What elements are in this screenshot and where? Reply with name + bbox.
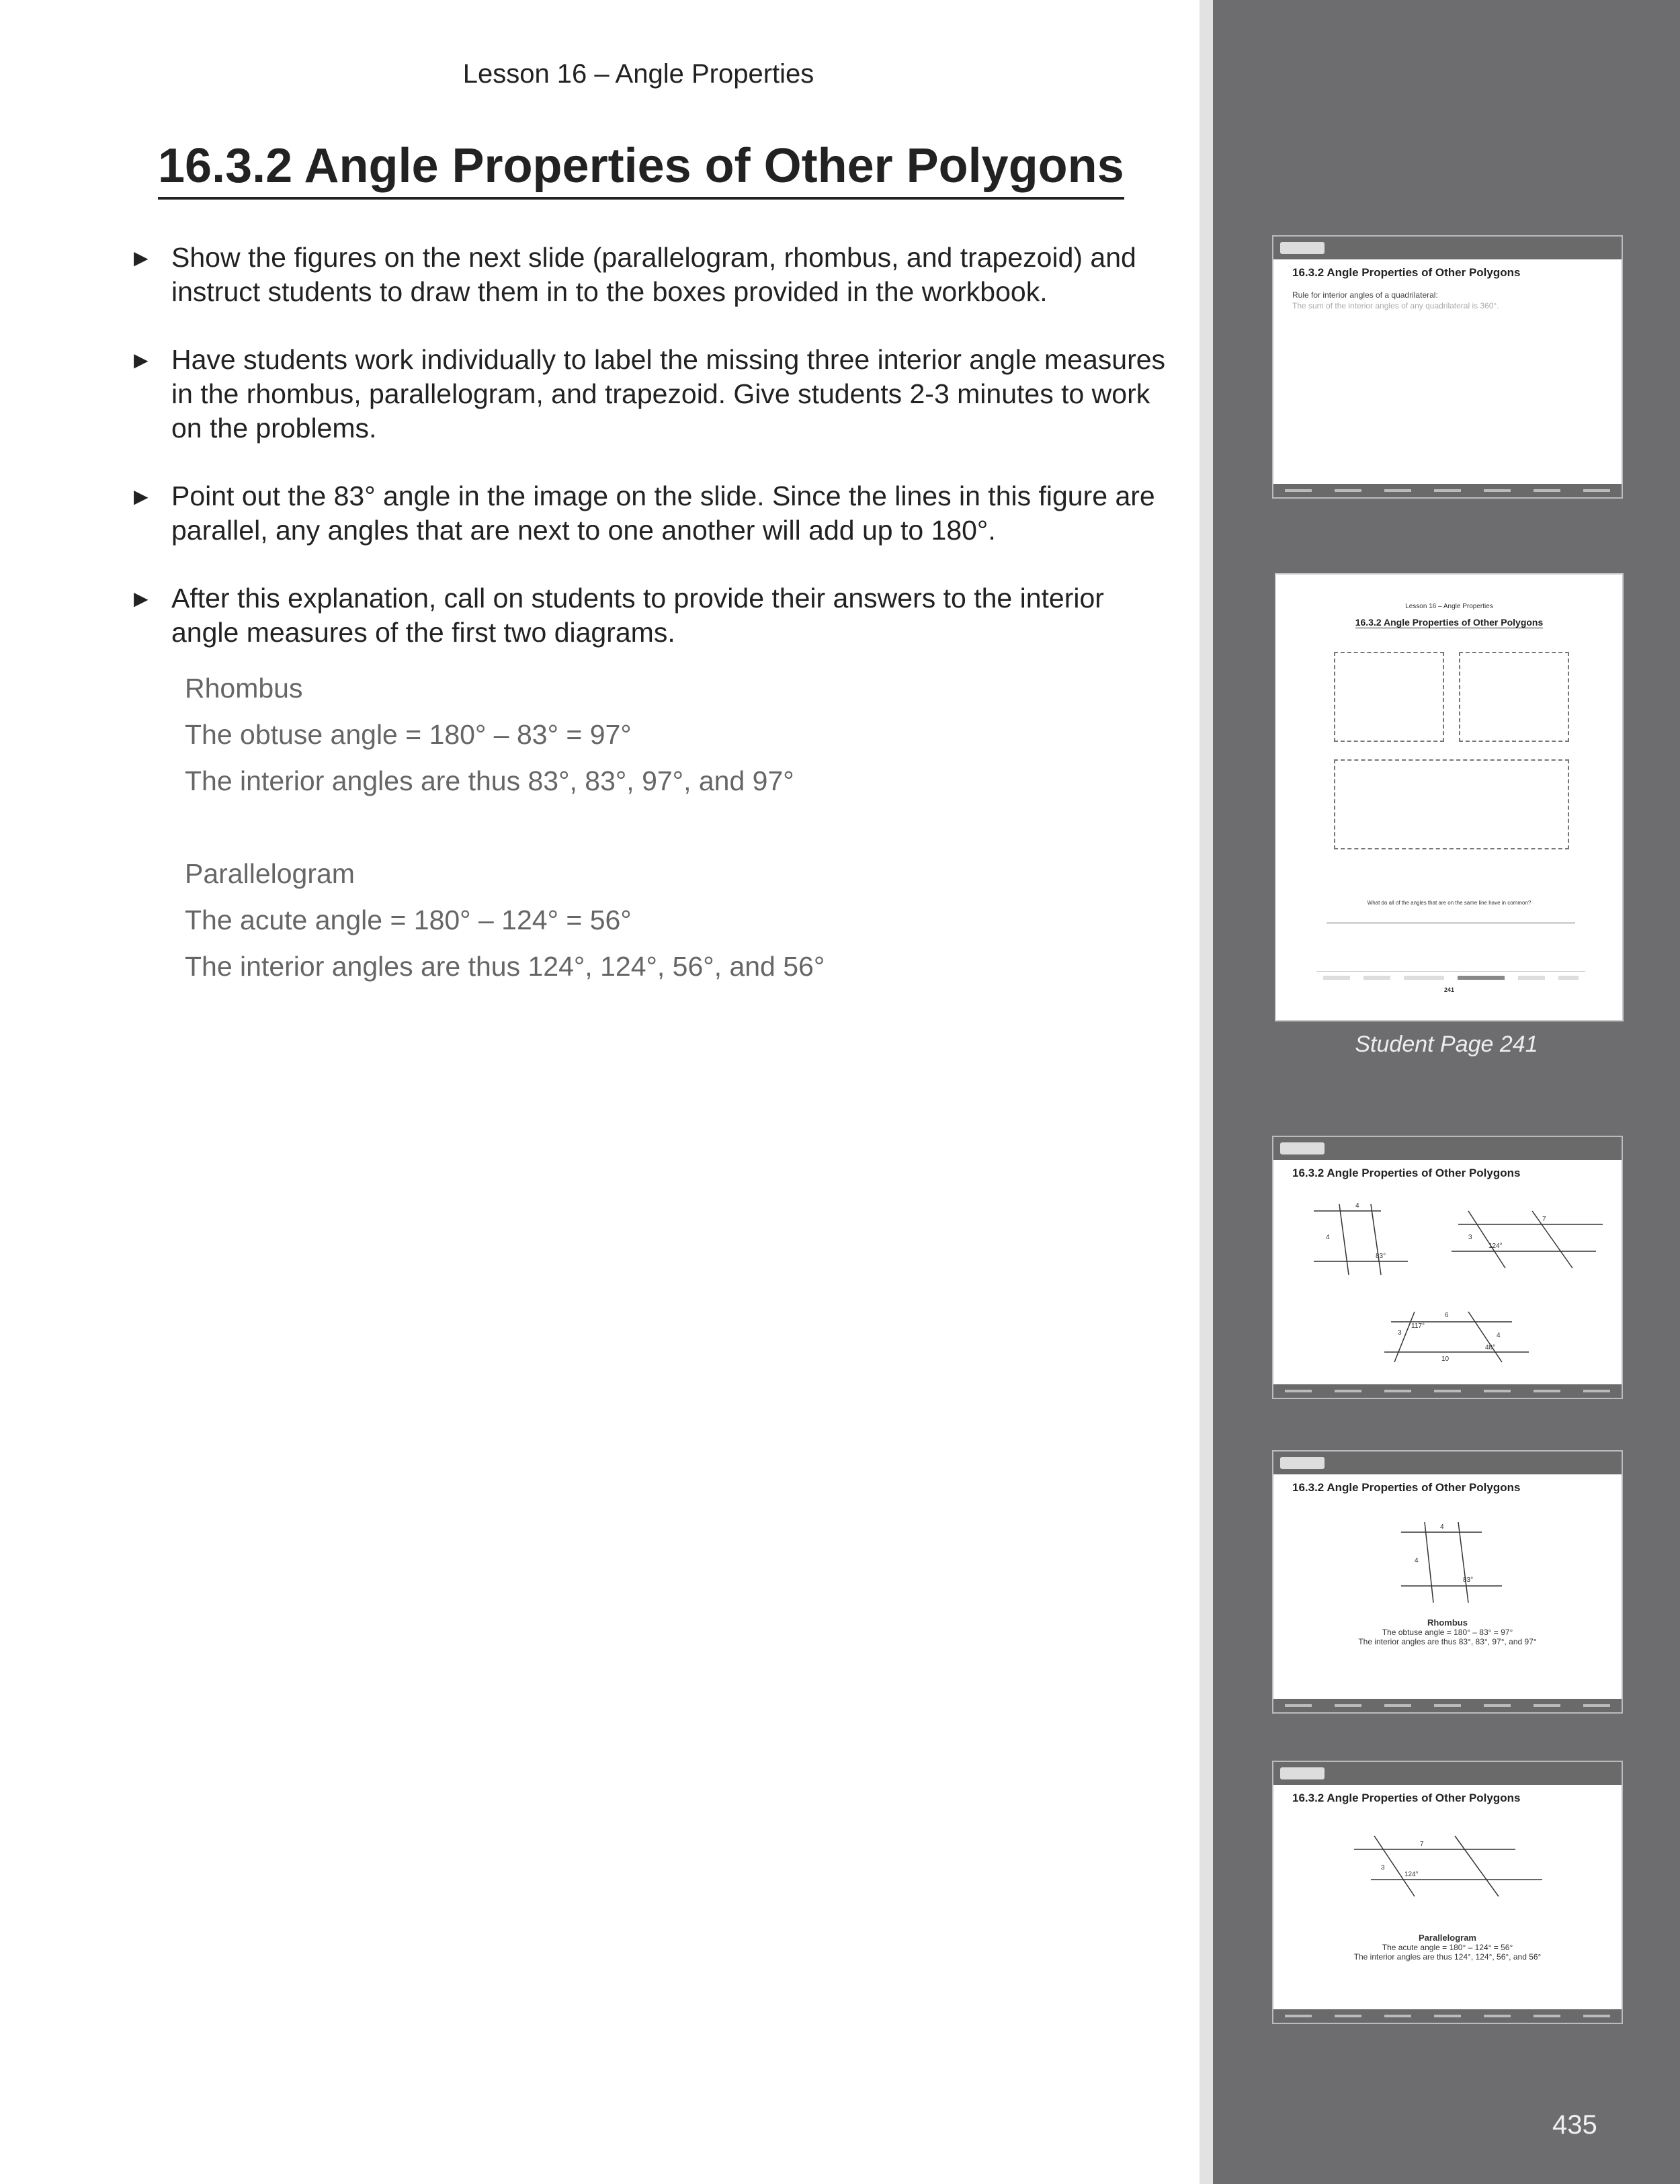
slide-title: 16.3.2 Angle Properties of Other Polygons	[1292, 1481, 1521, 1494]
workbook-nav	[1316, 971, 1585, 980]
slide-nav-bar	[1273, 1699, 1622, 1712]
slide-nav-bar	[1273, 2009, 1622, 2023]
slide-title: 16.3.2 Angle Properties of Other Polygons	[1292, 266, 1521, 279]
student-page-caption: Student Page 241	[1355, 1032, 1538, 1057]
label-a: 4	[1355, 1202, 1359, 1210]
rhombus-figure	[1273, 1505, 1622, 1613]
label-b: 4	[1415, 1557, 1419, 1564]
bullet-item	[131, 343, 1166, 446]
workbook-title: 16.3.2 Angle Properties of Other Polygons	[1355, 617, 1544, 628]
bullet-arrow-icon: ▶	[134, 247, 149, 268]
slide-header-bar	[1273, 1137, 1622, 1160]
drawing-box-1	[1334, 652, 1444, 742]
label-b: 4	[1326, 1234, 1330, 1241]
drawing-box-2	[1459, 652, 1569, 742]
slide-header-bar	[1273, 1452, 1622, 1474]
label-j: 4	[1497, 1332, 1501, 1339]
answer-block	[185, 665, 825, 990]
parallelogram-figure	[1273, 1816, 1622, 1923]
slide-heading: Rhombus	[1427, 1618, 1468, 1628]
bullet-item	[131, 241, 1166, 309]
parallelogram-line-1: The acute angle = 180° – 124° = 56°	[185, 905, 632, 935]
slide-title: 16.3.2 Angle Properties of Other Polygons	[1292, 1792, 1521, 1804]
brand-logo-icon	[1280, 1767, 1325, 1779]
slide-title: 16.3.2 Angle Properties of Other Polygons	[1292, 1167, 1521, 1179]
bullet-text: Have students work individually to label the missing three interior angle measures in the rhombus, parallelogram, and trapezoid. Give students 2-3 minutes to work on the problems.	[171, 344, 1166, 444]
brand-logo-icon	[1280, 242, 1325, 254]
slide-header-bar	[1273, 237, 1622, 259]
rhombus-heading: Rhombus	[185, 673, 303, 704]
bullet-list	[131, 241, 1166, 683]
slide-line-2: The interior angles are thus 124°, 124°, 56°, and 56°	[1353, 1952, 1542, 1962]
workbook-header: Lesson 16 – Angle Properties	[1405, 603, 1493, 610]
parallelogram-heading: Parallelogram	[185, 858, 355, 889]
bullet-text: Show the figures on the next slide (parallelogram, rhombus, and trapezoid) and instruct students to draw them in to the boxes provided in the workbook.	[171, 242, 1136, 307]
brand-logo-icon	[1280, 1457, 1325, 1469]
bullet-text: After this explanation, call on students to provide their answers to the interior angle measures of the first two diagrams.	[171, 583, 1104, 648]
polygon-figures	[1273, 1191, 1622, 1379]
rhombus-explanation	[1273, 1618, 1622, 1646]
slide-thumbnail-1	[1272, 235, 1623, 499]
slide-nav-bar	[1273, 484, 1622, 497]
label-i: 117°	[1411, 1322, 1425, 1330]
slide-thumbnail-4	[1272, 1450, 1623, 1714]
rhombus-line-2: The interior angles are thus 83°, 83°, 97°, and 97°	[185, 765, 794, 796]
brand-logo-icon	[1280, 1142, 1325, 1154]
slide-line-1: The obtuse angle = 180° – 83° = 97°	[1382, 1628, 1513, 1637]
label-a: 4	[1440, 1523, 1444, 1531]
page-divider	[1200, 0, 1213, 2184]
slide-rule: Rule for interior angles of a quadrilateral:	[1292, 290, 1438, 300]
section-title: 16.3.2 Angle Properties of Other Polygons	[158, 140, 1124, 200]
label-e: 3	[1468, 1234, 1472, 1241]
bullet-text: Point out the 83° angle in the image on the slide. Since the lines in this figure are parallel, any angles that are next to one another will add up to 180°.	[171, 480, 1155, 546]
label-c: 83°	[1376, 1253, 1386, 1260]
slide-thumbnail-5	[1272, 1761, 1623, 2024]
label-f: 124°	[1488, 1243, 1503, 1250]
label-d: 7	[1542, 1216, 1546, 1223]
label-c: 83°	[1463, 1577, 1474, 1584]
bullet-arrow-icon: ▶	[134, 588, 149, 609]
bullet-arrow-icon: ▶	[134, 349, 149, 370]
slide-header-bar	[1273, 1762, 1622, 1785]
drawing-box-3	[1334, 759, 1569, 849]
bullet-item	[131, 581, 1166, 650]
label-c: 124°	[1404, 1871, 1419, 1878]
label-b: 3	[1381, 1864, 1385, 1872]
slide-line-1: The acute angle = 180° – 124° = 56°	[1382, 1943, 1513, 1952]
slide-heading: Parallelogram	[1419, 1933, 1476, 1943]
label-a: 7	[1420, 1841, 1424, 1848]
slide-line-2: The interior angles are thus 83°, 83°, 97°, and 97°	[1358, 1637, 1537, 1646]
page-number: 435	[1552, 2110, 1597, 2140]
parallelogram-explanation	[1273, 1933, 1622, 1962]
label-l: 10	[1441, 1355, 1450, 1363]
slide-thumbnail-3	[1272, 1136, 1623, 1399]
workbook-page-thumbnail	[1275, 573, 1624, 1021]
parallelogram-line-2: The interior angles are thus 124°, 124°, 56°, and 56°	[185, 951, 825, 982]
bullet-arrow-icon: ▶	[134, 486, 149, 507]
slide-answer: The sum of the interior angles of any quadrilateral is 360°.	[1292, 301, 1499, 310]
label-h: 3	[1398, 1329, 1402, 1337]
workbook-question: What do all of the angles that are on the same line have in common?	[1367, 900, 1531, 906]
rhombus-line-1: The obtuse angle = 180° – 83° = 97°	[185, 719, 632, 750]
label-k: 48°	[1485, 1344, 1496, 1351]
lesson-header: Lesson 16 – Angle Properties	[462, 59, 814, 89]
workbook-page-number: 241	[1443, 986, 1455, 993]
slide-nav-bar	[1273, 1384, 1622, 1398]
bullet-item	[131, 479, 1166, 548]
label-g: 6	[1445, 1312, 1449, 1319]
